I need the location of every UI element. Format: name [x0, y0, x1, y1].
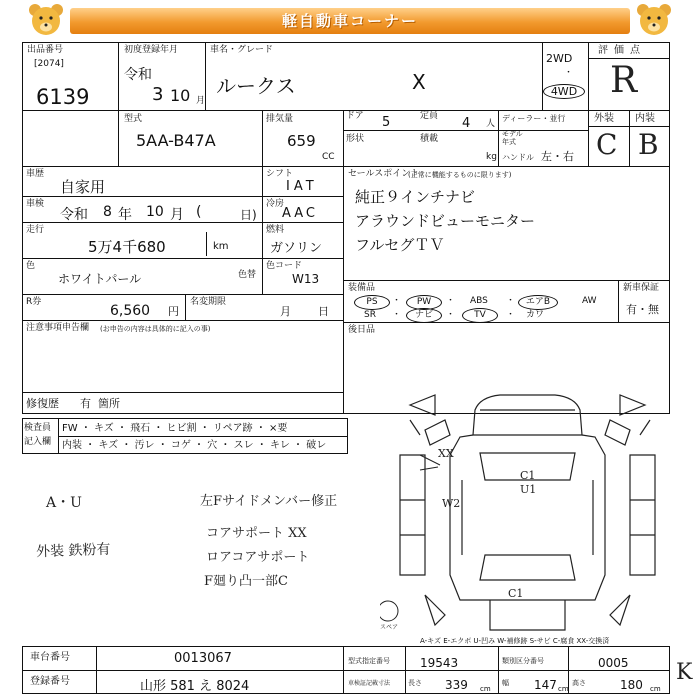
plate-value: 山形 581 え 8024	[140, 679, 250, 694]
handle-options: 左・右	[541, 150, 574, 163]
color-value: ホワイトパール	[58, 272, 142, 286]
plate-label: 登録番号	[30, 676, 70, 687]
load-label: 積載	[420, 134, 439, 144]
chassis-label: 車台番号	[30, 652, 70, 663]
inspection-paren: (	[196, 204, 202, 220]
first-reg-era: 令和	[124, 67, 152, 83]
width-unit: cm	[558, 685, 569, 693]
spare-label: スペア	[380, 624, 399, 631]
usage-value: 自家用	[60, 178, 106, 196]
note-core-support: コアサポート XX	[206, 526, 307, 541]
equipment-label: 装備品	[348, 283, 376, 293]
inspection-year-unit: 年	[118, 207, 132, 223]
rear-seat-label: 後日品	[348, 325, 376, 335]
height-value: 180	[620, 678, 643, 692]
int-value: B	[638, 128, 659, 161]
name-change-label: 名変期限	[190, 297, 227, 307]
model-year-label: モデル年式	[502, 130, 523, 146]
inspection-label: 車検	[26, 199, 45, 209]
equip-navi: ナビ	[406, 308, 442, 323]
repair-unit: 箇所	[98, 397, 120, 410]
selling-points-note: (正常に機能するものに限ります)	[408, 171, 512, 179]
car-damage-diagram	[380, 375, 680, 640]
lot-number: 6139	[36, 85, 90, 109]
note-front-area: F廻り凸一部C	[204, 574, 288, 589]
shift-value: IAT	[286, 179, 318, 194]
width-value: 147	[534, 678, 557, 692]
load-unit: kg	[486, 152, 497, 162]
recycle-value: 6,560	[110, 303, 151, 319]
note-side-member: 左Fサイドメンバー修正	[200, 494, 338, 509]
capacity-unit: 人	[486, 119, 496, 129]
mark-c1-bottom: C1	[508, 587, 524, 600]
mark-w2: W2	[442, 497, 461, 510]
displacement-label: 排気量	[266, 114, 294, 124]
car-grade: X	[412, 70, 426, 94]
height-label: 高さ	[572, 679, 586, 687]
repair-value: 有	[80, 397, 91, 410]
equip-ps: PS	[354, 295, 390, 310]
type-cert-value: 19543	[420, 656, 459, 670]
doors-value: 5	[382, 115, 391, 130]
corner-mark: K	[676, 660, 693, 685]
recycle-label: R券	[26, 297, 42, 307]
note-lower-core-support: ロアコアサポート	[206, 550, 310, 565]
length-value: 339	[445, 678, 468, 692]
header-banner	[70, 8, 630, 34]
drive-4wd-circled: 4WD	[543, 84, 585, 99]
equip-airbag: エアB	[518, 295, 558, 310]
color-swap-label: 色替	[238, 270, 257, 280]
drive-2wd: 2WD	[546, 52, 573, 65]
color-code-label: 色コード	[266, 261, 303, 271]
handle-label: ハンドル	[502, 153, 534, 162]
note-au: A・U	[46, 495, 82, 511]
model-label: 型式	[124, 114, 143, 124]
inspector-label-1: 検査員	[24, 423, 52, 433]
name-change-month-unit: 月	[280, 305, 291, 318]
recycle-unit: 円	[168, 305, 179, 318]
mileage-unit: km	[213, 241, 229, 252]
lot-label: 出品番号	[27, 45, 64, 55]
fuel-label: 燃料	[266, 225, 285, 235]
name-change-day-unit: 日	[318, 305, 329, 318]
length-unit: cm	[480, 685, 491, 693]
color-label: 色	[26, 261, 36, 271]
dims-label: 車検証記載寸法	[348, 680, 391, 687]
bear-mascot-icon-right	[634, 2, 674, 40]
aircon-value: AAC	[282, 206, 318, 221]
notes-label: 注意事項申告欄	[26, 323, 90, 333]
mark-u1: U1	[520, 483, 537, 496]
mark-c1-top: C1	[520, 469, 536, 482]
type-cert-label: 型式指定番号	[348, 657, 390, 665]
selling-points-label: セールスポイント	[348, 169, 420, 179]
shape-label: 形状	[346, 134, 365, 144]
repair-label: 修復歴	[26, 397, 59, 410]
first-reg-label: 初度登録年月	[124, 45, 179, 55]
legend-text: A-キズ E-エクボ U-凹み W-補修跡 S-サビ C-腐食 XX-交換済	[420, 637, 610, 645]
inspection-month: 10	[146, 204, 164, 220]
inspector-label-2: 記入欄	[24, 437, 52, 447]
equip-leather: カワ	[526, 310, 545, 320]
doors-label: ドア	[346, 111, 364, 121]
car-name: ルークス	[216, 74, 296, 98]
check-row-1: FW ・ キズ ・ 飛石 ・ ヒビ割 ・ リペア跡 ・ ×要	[62, 423, 288, 434]
category-value: 0005	[598, 656, 629, 670]
bear-mascot-icon-left	[26, 2, 66, 40]
notes-sub: (お申告の内容は具体的に記入の事)	[100, 325, 211, 333]
chassis-value: 0013067	[174, 651, 232, 666]
color-code: W13	[292, 272, 320, 286]
check-row-2: 内装 ・ キズ ・ 汚レ ・ コゲ ・ 穴 ・ スレ ・ キレ ・ 破レ	[62, 440, 327, 451]
ext-label: 外装	[594, 113, 614, 124]
note-iron-powder: 外装 鉄粉有	[35, 541, 111, 561]
fuel-value: ガソリン	[270, 241, 323, 256]
model-value: 5AA-B47A	[136, 131, 216, 150]
usage-label: 車歴	[26, 169, 45, 179]
score-value: R	[610, 60, 638, 101]
lot-code: [2074]	[34, 59, 64, 69]
first-reg-year: 3	[152, 84, 164, 105]
inspection-era: 令和	[60, 207, 88, 223]
equip-tv: TV	[462, 308, 498, 323]
width-label: 幅	[502, 679, 509, 687]
displacement-value: 659	[287, 132, 316, 150]
category-label: 類別区分番号	[502, 657, 544, 665]
warranty-label: 新車保証	[623, 283, 660, 293]
capacity-label: 定員	[420, 111, 439, 121]
int-label: 内装	[635, 113, 655, 124]
ext-value: C	[596, 128, 618, 161]
mileage-label: 走行	[26, 225, 45, 235]
length-label: 長さ	[408, 679, 422, 687]
equip-aw: AW	[582, 296, 597, 306]
capacity-value: 4	[462, 116, 471, 131]
selling-point-2: アラウンドビューモニター	[355, 212, 536, 230]
first-reg-month: 10	[170, 86, 191, 105]
inspection-day-unit: 日)	[240, 208, 257, 222]
equip-abs: ABS	[470, 296, 488, 306]
car-name-label: 車名・グレード	[210, 45, 274, 55]
displacement-unit: CC	[322, 152, 335, 162]
selling-point-3: フルセグＴＶ	[355, 236, 445, 254]
shift-label: シフト	[266, 169, 294, 179]
mileage-value: 5万4千680	[88, 238, 166, 256]
equip-pw: PW	[406, 295, 442, 310]
height-unit: cm	[650, 685, 661, 693]
dealer-label: ディーラー・並行	[502, 114, 566, 123]
inspection-year: 8	[103, 204, 112, 220]
inspection-month-unit: 月	[170, 207, 184, 223]
banner-title: 軽自動車コーナー	[281, 12, 418, 30]
score-label: 評価点	[598, 45, 646, 56]
equip-sr: SR	[364, 310, 376, 320]
mark-xx: XX	[438, 447, 454, 460]
aircon-label: 冷房	[266, 199, 285, 209]
first-reg-month-unit: 月	[196, 96, 206, 106]
selling-point-1: 純正９インチナビ	[355, 188, 476, 206]
warranty-value: 有・無	[626, 303, 659, 316]
